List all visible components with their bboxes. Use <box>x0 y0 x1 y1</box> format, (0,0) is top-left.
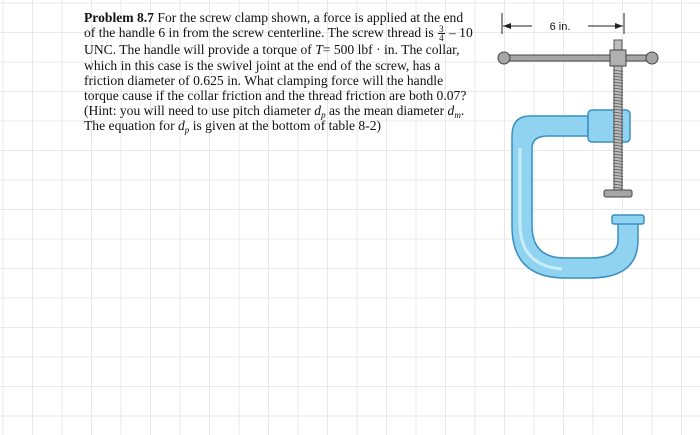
problem-statement: Problem 8.7 For the screw clamp shown, a force is applied at the end of the handle 6 in from the screw centerline. The screw thread is $\frac{3}{4}$ – 10 UNC. The handle will provide a torque of T= 500 lbf · in. The collar, which in this case is the swivel joint at the end of the screw, has a friction diameter of 0.625 in. What clamping force will the handle torque cause if the collar friction and the thread friction are both 0.07? (Hint: you will need to use pitch diameter $d_p$ as the mean diameter $d_m$. The equation for $d_p$ is given at the bottom of table 8-2) <box>84 10 473 135</box>
thread-size-fraction: $\frac{3}{4}$ <box>439 24 444 44</box>
handle <box>498 50 658 66</box>
problem-line-7a: (Hint: you will need to use pitch diameter <box>84 102 311 118</box>
problem-number: Problem 8.7 <box>84 10 154 25</box>
swivel-pad <box>604 190 632 197</box>
handle-knob-left <box>498 52 510 64</box>
screw-clamp-figure <box>490 8 670 288</box>
mean-diameter-symbol: $d_m$ <box>447 102 461 120</box>
torque-symbol: T <box>315 42 323 58</box>
dimension-6in <box>502 13 624 34</box>
problem-line-4: which in this case is the swivel joint at the end of the screw, has a <box>84 57 441 73</box>
problem-line-6: torque cause if the collar friction and the thread friction are both 0.07? <box>84 87 467 103</box>
problem-line-8b: is given at the bottom of table 8-2) <box>192 117 382 133</box>
problem-line-1: For the screw clamp shown, a force is applied at the end <box>157 10 464 25</box>
pitch-diameter-symbol-2: $d_p$ <box>178 117 190 135</box>
problem-line-2b: – 10 <box>448 25 473 41</box>
dimension-label: 6 in. <box>549 21 571 33</box>
screw-head <box>610 50 626 66</box>
pitch-diameter-symbol: $d_p$ <box>314 102 326 120</box>
problem-line-8a: The equation for <box>84 117 175 133</box>
problem-line-7b: as the mean diameter <box>329 102 445 118</box>
problem-line-2a: of the handle 6 in from the screw centerline. The screw thread is <box>84 25 434 41</box>
problem-line-3a: UNC. The handle will provide a torque of <box>84 42 312 58</box>
lower-jaw-pad <box>612 215 644 224</box>
problem-line-5: friction diameter of 0.625 in. What clamping force will the handle <box>84 72 444 88</box>
arrow-right-icon <box>615 23 623 29</box>
problem-line-3b: = 500 lbf · in. The collar, <box>322 42 460 58</box>
arrow-left-icon <box>503 23 511 29</box>
frame-boss <box>588 110 630 142</box>
handle-knob-right <box>646 52 658 64</box>
